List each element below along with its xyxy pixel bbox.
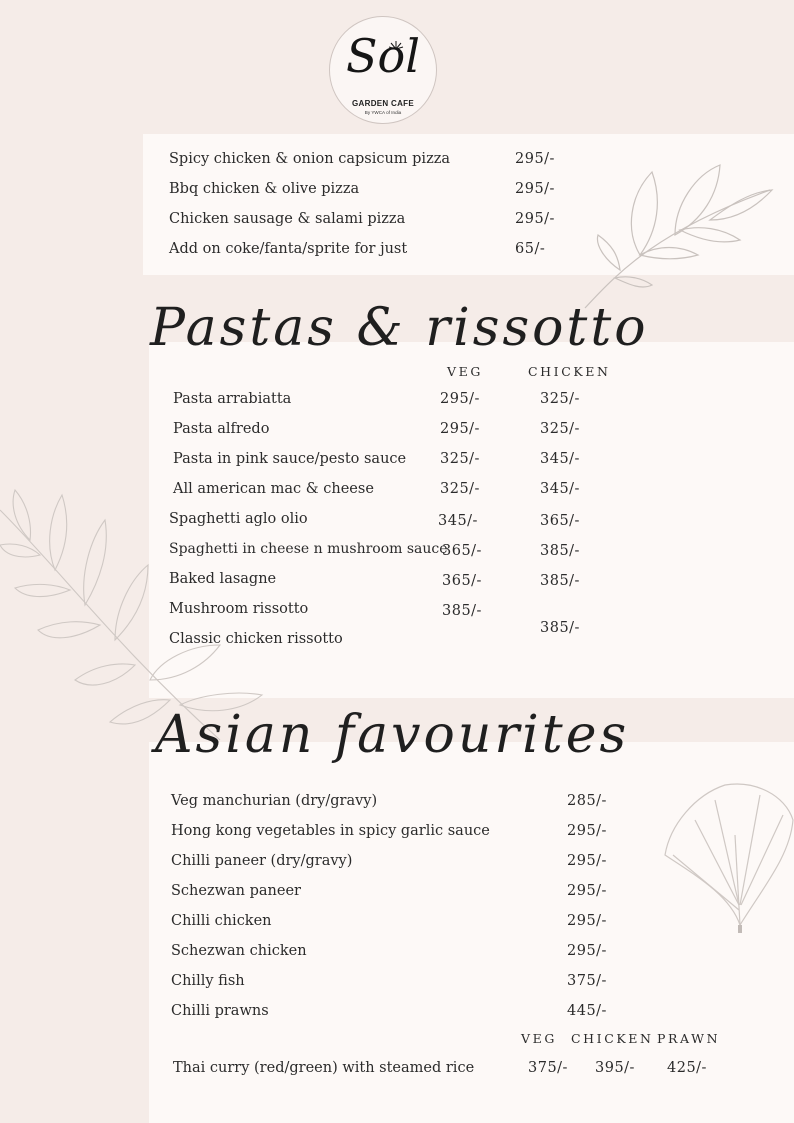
menu-item-name: Spaghetti aglo olio — [169, 511, 308, 527]
cafe-logo — [329, 16, 437, 124]
menu-item-price: 285/- — [567, 793, 607, 809]
chicken-price: 365/- — [540, 513, 580, 529]
menu-item-name: Hong kong vegetables in spicy garlic sauce — [171, 823, 490, 839]
menu-item-price: 65/- — [515, 241, 546, 257]
menu-item-name: Spaghetti in cheese n mushroom sauce — [169, 541, 448, 557]
chicken-price: 385/- — [540, 573, 580, 589]
veg-column-header: VEG — [521, 1031, 557, 1046]
menu-item-price: 295/- — [567, 823, 607, 839]
veg-price: 365/- — [442, 543, 482, 559]
chicken-column-header: CHICKEN — [571, 1031, 654, 1046]
chicken-price: 345/- — [540, 451, 580, 467]
ginkgo-leaf-icon — [655, 775, 794, 935]
veg-price: 325/- — [440, 481, 480, 497]
sun-rays-icon — [388, 39, 404, 51]
menu-item-price: 295/- — [515, 151, 555, 167]
menu-item-price: 295/- — [567, 943, 607, 959]
menu-item-price: 445/- — [567, 1003, 607, 1019]
menu-item-name: Schezwan paneer — [171, 883, 301, 899]
menu-item-name: Pasta alfredo — [173, 421, 270, 437]
menu-item-name: Thai curry (red/green) with steamed rice — [173, 1060, 475, 1076]
menu-item-price: 295/- — [567, 853, 607, 869]
veg-price: 325/- — [440, 451, 480, 467]
menu-item-price: 295/- — [567, 883, 607, 899]
leaf-branch-icon — [580, 160, 780, 315]
menu-item-name: Add on coke/fanta/sprite for just — [169, 241, 408, 257]
veg-price: 375/- — [528, 1060, 568, 1076]
veg-price: 385/- — [442, 603, 482, 619]
logo-script-text: Sol — [346, 29, 420, 83]
menu-item-price: 295/- — [567, 913, 607, 929]
menu-item-price: 375/- — [567, 973, 607, 989]
chicken-price: 325/- — [540, 391, 580, 407]
chicken-price: 385/- — [540, 543, 580, 559]
logo-by-line: By YWCA of India — [364, 110, 402, 115]
menu-item-name: Pasta arrabiatta — [173, 391, 292, 407]
menu-item-price: 295/- — [515, 181, 555, 197]
chicken-price: 345/- — [540, 481, 580, 497]
logo-cafe-name: GARDEN CAFE — [352, 99, 414, 108]
menu-item-price: 295/- — [515, 211, 555, 227]
veg-price: 295/- — [440, 421, 480, 437]
menu-item-name: Chilli paneer (dry/gravy) — [171, 853, 353, 869]
menu-item-name: All american mac & cheese — [173, 481, 374, 497]
veg-price: 295/- — [440, 391, 480, 407]
veg-column-header: VEG — [447, 364, 483, 379]
chicken-price: 395/- — [595, 1060, 635, 1076]
menu-item-name: Bbq chicken & olive pizza — [169, 181, 360, 197]
menu-item-name: Veg manchurian (dry/gravy) — [171, 793, 378, 809]
chicken-column-header: CHICKEN — [528, 364, 611, 379]
asian-section-title: Asian favourites — [155, 705, 630, 765]
menu-item-name: Baked lasagne — [169, 571, 277, 587]
menu-item-name: Chicken sausage & salami pizza — [169, 211, 406, 227]
veg-price: 365/- — [442, 573, 482, 589]
menu-item-name: Chilli prawns — [171, 1003, 269, 1019]
prawn-column-header: PRAWN — [657, 1031, 721, 1046]
menu-item-name: Pasta in pink sauce/pesto sauce — [173, 451, 407, 467]
menu-item-name: Spicy chicken & onion capsicum pizza — [169, 151, 450, 167]
menu-item-name: Chilly fish — [171, 973, 245, 989]
chicken-price: 385/- — [540, 620, 580, 636]
menu-item-name: Schezwan chicken — [171, 943, 307, 959]
menu-item-name: Chilli chicken — [171, 913, 272, 929]
prawn-price: 425/- — [667, 1060, 707, 1076]
menu-item-name: Mushroom rissotto — [169, 601, 309, 617]
chicken-price: 325/- — [540, 421, 580, 437]
menu-item-name: Classic chicken rissotto — [169, 631, 343, 647]
pastas-section-title: Pastas & rissotto — [150, 298, 649, 358]
veg-price: 345/- — [438, 513, 478, 529]
